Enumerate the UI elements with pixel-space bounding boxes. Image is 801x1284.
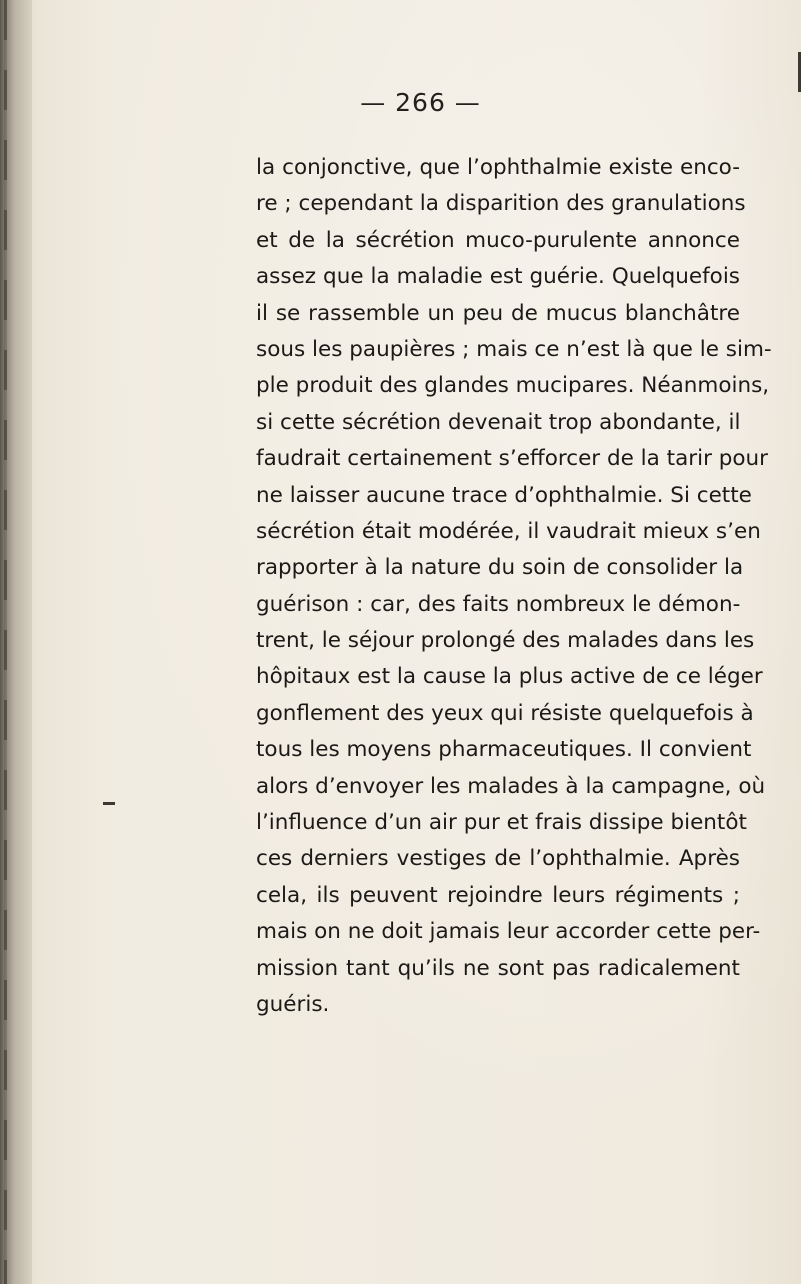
body-text [256, 150, 772, 1023]
text-line: guérison : car, des faits nombreux le démon- [256, 591, 741, 617]
text-line: si cette sécrétion devenait trop abondante, il [256, 409, 741, 435]
text-line: il se rassemble un peu de mucus blanchâtre [256, 300, 740, 326]
text-line: ces derniers vestiges de l’ophthalmie. Après [256, 846, 740, 872]
text-line: cela, ils peuvent rejoindre leurs régiments ; [256, 882, 740, 908]
text-line: guéris. [256, 991, 330, 1017]
text-line: sous les paupières ; mais ce n’est là que le sim- [256, 336, 772, 362]
text-line: mais on ne doit jamais leur accorder cette per- [256, 919, 761, 945]
text-line: la conjonctive, que l’ophthalmie existe enco- [256, 155, 740, 180]
text-line: alors d’envoyer les malades à la campagne, où [256, 773, 766, 799]
text-line: rapporter à la nature du soin de consolider la [256, 555, 744, 581]
text-line: sécrétion était modérée, il vaudrait mieux s’en [256, 518, 761, 544]
text-line: ple produit des glandes mucipares. Néanmoins, [256, 373, 770, 399]
text-line: trent, le séjour prolongé des malades dans les [256, 628, 755, 654]
text-line: et de la sécrétion muco-purulente annonce [256, 227, 740, 253]
margin-dash [103, 802, 115, 805]
text-line: hôpitaux est la cause la plus active de ce léger [256, 664, 763, 690]
text-line: faudrait certainement s’efforcer de la tarir pour [256, 446, 769, 472]
text-line: mission tant qu’ils ne sont pas radicalement [256, 955, 740, 981]
text-line: ne laisser aucune trace d’ophthalmie. Si cette [256, 482, 752, 508]
page-number: — 266 — [360, 88, 481, 117]
text-line: tous les moyens pharmaceutiques. Il convient [256, 737, 752, 763]
text-line: assez que la maladie est guérie. Quelquefois [256, 264, 740, 290]
text-line: l’influence d’un air pur et frais dissipe bientôt [256, 810, 747, 836]
page-gutter [0, 0, 32, 1284]
text-line: gonflement des yeux qui résiste quelquefois à [256, 700, 754, 726]
text-line: re ; cependant la disparition des granulations [256, 191, 746, 217]
